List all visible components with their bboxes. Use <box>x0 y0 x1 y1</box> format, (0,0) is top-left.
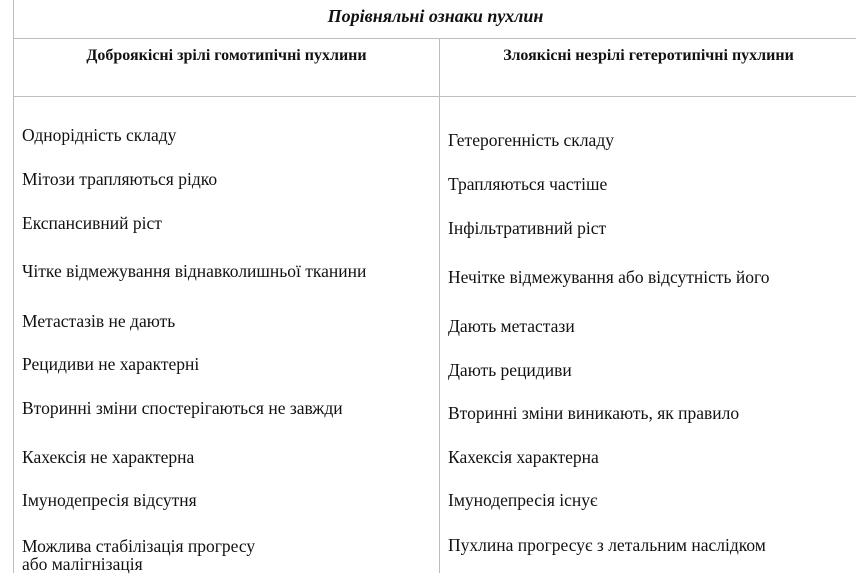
benign-cell-10-line2: або малігнізація <box>22 554 143 574</box>
malignant-cell-10: Пухлина прогресує з летальним наслідком <box>448 535 766 555</box>
column-divider <box>439 38 440 573</box>
malignant-cell-2: Трапляються частіше <box>448 174 608 194</box>
benign-cell-7: Вторинні зміни спостерігаються не завжди <box>22 398 343 418</box>
benign-cell-10: Можлива стабілізація прогресу <box>22 536 256 556</box>
benign-cell-2: Мітози трапляються рідко <box>22 169 218 189</box>
header-row <box>14 38 856 97</box>
header-benign: Доброякісні зрілі гомотипічні пухлини <box>86 47 367 64</box>
benign-cell-6: Рецидиви не характерні <box>22 354 200 374</box>
benign-cell-5: Метастазів не дають <box>22 311 176 331</box>
table-title: Порівняльні ознаки пухлин <box>327 6 544 26</box>
title-row <box>14 0 856 39</box>
comparison-table <box>13 0 856 573</box>
malignant-cell-1: Гетерогенність складу <box>448 130 614 150</box>
malignant-cell-9: Імунодепресія існує <box>448 490 598 510</box>
malignant-cell-3: Інфільтративний ріст <box>448 218 607 238</box>
benign-cell-4: Чітке відмежування віднавколишньої тканини <box>22 261 367 281</box>
malignant-cell-4: Нечітке відмежування або відсутність його <box>448 267 770 287</box>
malignant-cell-6: Дають рецидиви <box>448 360 572 380</box>
malignant-cell-5: Дають метастази <box>448 316 575 336</box>
benign-cell-8: Кахексія не характерна <box>22 447 195 467</box>
header-malignant: Злоякісні незрілі гетеротипічні пухлини <box>503 47 794 64</box>
malignant-cell-7: Вторинні зміни виникають, як правило <box>448 403 740 423</box>
malignant-cell-8: Кахексія характерна <box>448 447 599 467</box>
benign-cell-3: Експансивний ріст <box>22 213 162 233</box>
benign-cell-9: Імунодепресія відсутня <box>22 490 197 510</box>
benign-cell-1: Однорідність складу <box>22 125 177 145</box>
